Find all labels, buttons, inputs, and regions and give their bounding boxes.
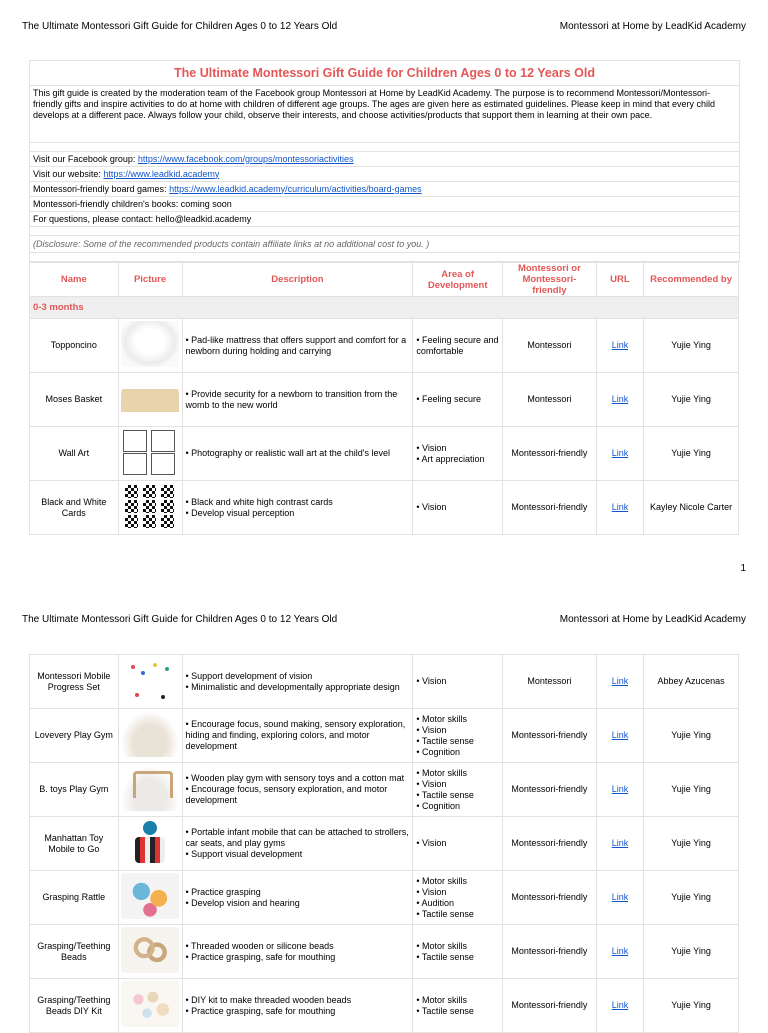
- disclosure: (Disclosure: Some of the recommended products contain affiliate links at no additional cost to you. ): [30, 236, 740, 253]
- url-cell: [596, 979, 643, 1033]
- website-link[interactable]: https://www.leadkid.academy: [103, 168, 220, 179]
- gift-table-page-1: [29, 262, 739, 535]
- area-list-item: • Cognition: [416, 801, 499, 812]
- area-list-item: • Vision: [416, 725, 499, 736]
- recommended-by: Yujie Ying: [644, 925, 739, 979]
- description-list: [186, 827, 410, 860]
- area-list: [416, 335, 499, 357]
- description-list: [186, 497, 410, 519]
- area-cell: [413, 817, 503, 871]
- url-cell: [596, 817, 643, 871]
- wallart-product-image: [121, 429, 179, 475]
- table-row: [30, 871, 739, 925]
- description-list-item: • Support visual development: [186, 849, 410, 860]
- url-cell: [596, 427, 643, 481]
- section-label: 0-3 months: [30, 297, 739, 319]
- area-list-item: • Vision: [416, 887, 499, 898]
- games-line: Montessori-friendly board games: https://www.leadkid.academy/curriculum/activities/board-games: [30, 182, 740, 197]
- product-name: Montessori Mobile Progress Set: [30, 655, 119, 709]
- area-list: [416, 768, 499, 812]
- spacer: [30, 143, 740, 152]
- col-type: Montessori or Montessori-friendly: [502, 263, 596, 297]
- description-list: [186, 773, 410, 806]
- description-list-item: • Pad-like mattress that offers support and comfort for a newborn during holding and carrying: [186, 335, 410, 357]
- description-list-item: • Encourage focus, sound making, sensory exploration, hiding and finding, exploring colors, and motor development: [186, 719, 410, 752]
- picture-cell: [118, 763, 182, 817]
- moses-product-image: [121, 375, 179, 421]
- table-row: [30, 709, 739, 763]
- section-row: [30, 297, 739, 319]
- description-cell: [182, 925, 413, 979]
- col-picture: Picture: [118, 263, 182, 297]
- area-list-item: • Cognition: [416, 747, 499, 758]
- recommended-by: Kayley Nicole Carter: [644, 481, 739, 535]
- col-name: Name: [30, 263, 119, 297]
- lovevery-product-image: [121, 711, 179, 757]
- product-link[interactable]: Link: [611, 730, 629, 740]
- url-cell: [596, 373, 643, 427]
- url-cell: [596, 481, 643, 535]
- montessori-type: Montessori-friendly: [502, 481, 596, 535]
- area-list-item: • Vision: [416, 838, 499, 849]
- picture-cell: [118, 373, 182, 427]
- description-cell: [182, 871, 413, 925]
- facebook-line: Visit our Facebook group: https://www.facebook.com/groups/montessoriactivities: [30, 152, 740, 167]
- product-name: B. toys Play Gym: [30, 763, 119, 817]
- picture-cell: [118, 709, 182, 763]
- description-cell: [182, 319, 413, 373]
- recommended-by: Yujie Ying: [644, 763, 739, 817]
- description-list: [186, 448, 410, 459]
- picture-cell: [118, 481, 182, 535]
- btoys-product-image: [121, 765, 179, 811]
- product-link[interactable]: Link: [611, 340, 629, 350]
- area-list-item: • Motor skills: [416, 714, 499, 725]
- picture-cell: [118, 319, 182, 373]
- area-list-item: • Motor skills: [416, 876, 499, 887]
- url-cell: [596, 655, 643, 709]
- table-row: [30, 481, 739, 535]
- running-header: [22, 21, 746, 32]
- header-left: The Ultimate Montessori Gift Guide for Children Ages 0 to 12 Years Old: [22, 614, 338, 625]
- montessori-type: Montessori: [502, 319, 596, 373]
- description-list: [186, 887, 410, 909]
- product-name: Black and White Cards: [30, 481, 119, 535]
- description-list-item: • Provide security for a newborn to transition from the womb to the new world: [186, 389, 410, 411]
- table-row: [30, 925, 739, 979]
- description-list-item: • Encourage focus, sensory exploration, and motor development: [186, 784, 410, 806]
- description-list-item: • Portable infant mobile that can be attached to strollers, car seats, and play gyms: [186, 827, 410, 849]
- product-link[interactable]: Link: [611, 838, 629, 848]
- description-list-item: • Practice grasping: [186, 887, 410, 898]
- description-list-item: • Threaded wooden or silicone beads: [186, 941, 410, 952]
- montessori-type: Montessori-friendly: [502, 871, 596, 925]
- picture-cell: [118, 655, 182, 709]
- product-link[interactable]: Link: [611, 394, 629, 404]
- header-right: Montessori at Home by LeadKid Academy: [559, 21, 746, 32]
- description-cell: [182, 979, 413, 1033]
- url-cell: [596, 709, 643, 763]
- description-list-item: • DIY kit to make threaded wooden beads: [186, 995, 410, 1006]
- intro-paragraph: This gift guide is created by the moderation team of the Facebook group Montessori at Home by LeadKid Academy. The purpose is to recommend Montessori/Montessori-friendly gifts and inspire activities to do at home with children of different age groups. The ages are given here as estimated guidelines. Please keep in mind that every child develops at a different pace. Always follow your child, observe their interests, and choose activities/products that support them in learning at their own pace.: [30, 86, 740, 143]
- area-list-item: • Art appreciation: [416, 454, 499, 465]
- area-list-item: • Tactile sense: [416, 736, 499, 747]
- picture-cell: [118, 979, 182, 1033]
- table-row: [30, 427, 739, 481]
- area-cell: [413, 319, 503, 373]
- product-name: Lovevery Play Gym: [30, 709, 119, 763]
- area-list-item: • Motor skills: [416, 941, 499, 952]
- recommended-by: Yujie Ying: [644, 817, 739, 871]
- area-list-item: • Audition: [416, 898, 499, 909]
- area-list: [416, 995, 499, 1017]
- product-link[interactable]: Link: [611, 1000, 629, 1010]
- books-line: Montessori-friendly children's books: coming soon: [30, 197, 740, 212]
- intro-table: [29, 60, 740, 262]
- url-cell: [596, 319, 643, 373]
- table-row: [30, 373, 739, 427]
- description-list-item: • Wooden play gym with sensory toys and a cotton mat: [186, 773, 410, 784]
- recommended-by: Yujie Ying: [644, 979, 739, 1033]
- diy-product-image: [121, 981, 179, 1027]
- area-list-item: • Motor skills: [416, 768, 499, 779]
- area-list: [416, 838, 499, 849]
- product-name: Grasping Rattle: [30, 871, 119, 925]
- spacer: [30, 227, 740, 236]
- sheet-page-1: [29, 60, 739, 535]
- col-description: Description: [182, 263, 413, 297]
- product-link[interactable]: Link: [611, 892, 629, 902]
- area-list: [416, 876, 499, 920]
- description-cell: [182, 481, 413, 535]
- product-link[interactable]: Link: [611, 946, 629, 956]
- description-list: [186, 335, 410, 357]
- area-list: [416, 502, 499, 513]
- page-number: 1: [740, 563, 746, 574]
- board-games-link[interactable]: https://www.leadkid.academy/curriculum/activities/board-games: [169, 183, 422, 194]
- area-cell: [413, 763, 503, 817]
- product-link[interactable]: Link: [611, 784, 629, 794]
- bw-product-image: [121, 483, 179, 529]
- area-cell: [413, 427, 503, 481]
- area-list-item: • Feeling secure: [416, 394, 499, 405]
- montessori-type: Montessori: [502, 655, 596, 709]
- area-list-item: • Motor skills: [416, 995, 499, 1006]
- description-list: [186, 995, 410, 1017]
- description-list: [186, 719, 410, 752]
- description-list-item: • Support development of vision: [186, 671, 410, 682]
- area-list-item: • Feeling secure and comfortable: [416, 335, 499, 357]
- description-list-item: • Black and white high contrast cards: [186, 497, 410, 508]
- area-list-item: • Vision: [416, 676, 499, 687]
- description-list-item: • Develop visual perception: [186, 508, 410, 519]
- area-list-item: • Vision: [416, 502, 499, 513]
- description-list: [186, 941, 410, 963]
- description-cell: [182, 655, 413, 709]
- manhattan-product-image: [121, 819, 179, 865]
- table-row: [30, 319, 739, 373]
- montessori-type: Montessori-friendly: [502, 979, 596, 1033]
- col-url: URL: [596, 263, 643, 297]
- table-row: [30, 817, 739, 871]
- header-right: Montessori at Home by LeadKid Academy: [559, 614, 746, 625]
- description-list-item: • Photography or realistic wall art at the child's level: [186, 448, 410, 459]
- description-cell: [182, 817, 413, 871]
- description-list-item: • Practice grasping, safe for mouthing: [186, 952, 410, 963]
- area-list: [416, 394, 499, 405]
- running-header: [22, 614, 746, 625]
- contact-line: For questions, please contact: hello@leadkid.academy: [30, 212, 740, 227]
- area-cell: [413, 481, 503, 535]
- recommended-by: Yujie Ying: [644, 373, 739, 427]
- area-list-item: • Tactile sense: [416, 909, 499, 920]
- area-list: [416, 714, 499, 758]
- table-row: [30, 979, 739, 1033]
- area-list-item: • Tactile sense: [416, 1006, 499, 1017]
- col-area: Area of Development: [413, 263, 503, 297]
- montessori-type: Montessori-friendly: [502, 817, 596, 871]
- header-left: The Ultimate Montessori Gift Guide for Children Ages 0 to 12 Years Old: [22, 21, 338, 32]
- table-row: [30, 763, 739, 817]
- description-cell: [182, 763, 413, 817]
- spacer: [30, 253, 740, 262]
- picture-cell: [118, 427, 182, 481]
- area-cell: [413, 925, 503, 979]
- description-list-item: • Minimalistic and developmentally appropriate design: [186, 682, 410, 693]
- recommended-by: Yujie Ying: [644, 427, 739, 481]
- product-name: Topponcino: [30, 319, 119, 373]
- col-recommended: Recommended by: [644, 263, 739, 297]
- area-list-item: • Tactile sense: [416, 952, 499, 963]
- description-cell: [182, 427, 413, 481]
- area-list-item: • Vision: [416, 443, 499, 454]
- description-list: [186, 671, 410, 693]
- montessori-type: Montessori: [502, 373, 596, 427]
- description-list-item: • Practice grasping, safe for mouthing: [186, 1006, 410, 1017]
- picture-cell: [118, 871, 182, 925]
- area-list: [416, 676, 499, 687]
- recommended-by: Abbey Azucenas: [644, 655, 739, 709]
- area-cell: [413, 871, 503, 925]
- table-header: [30, 263, 739, 297]
- product-name: Wall Art: [30, 427, 119, 481]
- url-cell: [596, 871, 643, 925]
- website-line: Visit our website: https://www.leadkid.academy: [30, 167, 740, 182]
- description-cell: [182, 373, 413, 427]
- recommended-by: Yujie Ying: [644, 319, 739, 373]
- montessori-type: Montessori-friendly: [502, 925, 596, 979]
- area-list-item: • Vision: [416, 779, 499, 790]
- rattle-product-image: [121, 873, 179, 919]
- area-cell: [413, 979, 503, 1033]
- montessori-type: Montessori-friendly: [502, 709, 596, 763]
- description-list: [186, 389, 410, 411]
- sheet-page-2: [29, 654, 739, 1033]
- product-link[interactable]: Link: [611, 502, 629, 512]
- product-name: Grasping/Teething Beads DIY Kit: [30, 979, 119, 1033]
- product-name: Moses Basket: [30, 373, 119, 427]
- montessori-type: Montessori-friendly: [502, 427, 596, 481]
- topponcino-product-image: [121, 321, 179, 367]
- area-list-item: • Tactile sense: [416, 790, 499, 801]
- product-link[interactable]: Link: [611, 676, 629, 686]
- area-list: [416, 443, 499, 465]
- url-cell: [596, 925, 643, 979]
- description-list-item: • Develop vision and hearing: [186, 898, 410, 909]
- recommended-by: Yujie Ying: [644, 871, 739, 925]
- description-cell: [182, 709, 413, 763]
- gift-table-page-2: [29, 654, 739, 1033]
- mobile-product-image: [121, 657, 179, 703]
- page-title: The Ultimate Montessori Gift Guide for Children Ages 0 to 12 Years Old: [30, 61, 740, 86]
- picture-cell: [118, 925, 182, 979]
- area-cell: [413, 373, 503, 427]
- url-cell: [596, 763, 643, 817]
- area-cell: [413, 655, 503, 709]
- area-cell: [413, 709, 503, 763]
- product-name: Grasping/Teething Beads: [30, 925, 119, 979]
- product-name: Manhattan Toy Mobile to Go: [30, 817, 119, 871]
- beads-product-image: [121, 927, 179, 973]
- area-list: [416, 941, 499, 963]
- product-link[interactable]: Link: [611, 448, 629, 458]
- table-row: [30, 655, 739, 709]
- recommended-by: Yujie Ying: [644, 709, 739, 763]
- picture-cell: [118, 817, 182, 871]
- montessori-type: Montessori-friendly: [502, 763, 596, 817]
- facebook-link[interactable]: https://www.facebook.com/groups/montessoriactivities: [137, 153, 354, 164]
